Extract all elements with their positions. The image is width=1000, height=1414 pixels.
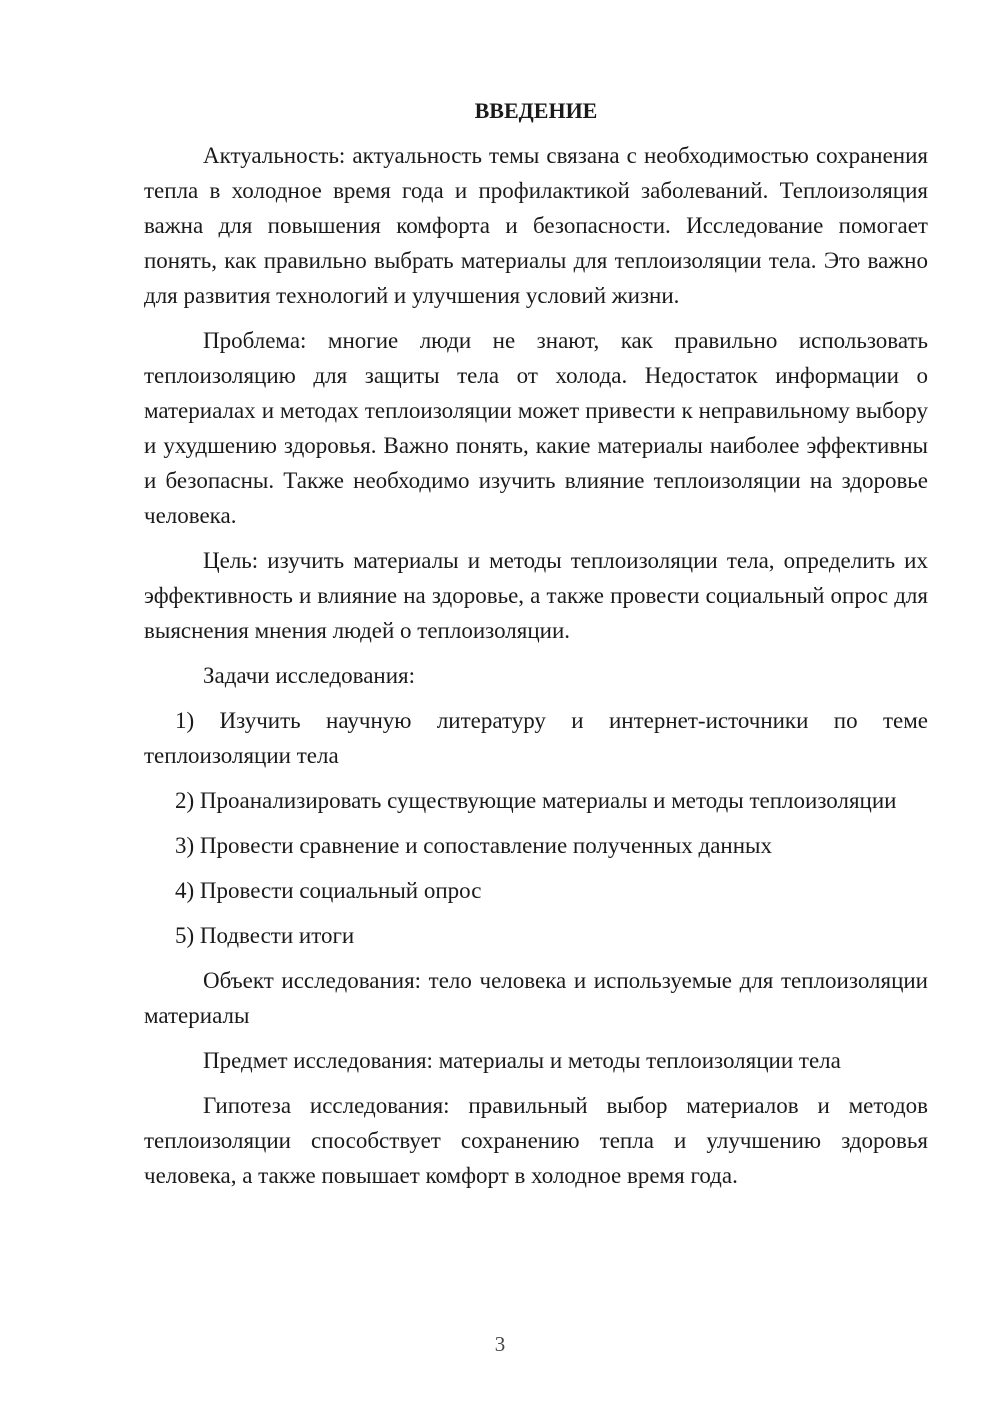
problem-paragraph: Проблема: многие люди не знают, как правильно использовать теплоизоляцию для защиты тела от холода. Недостаток информации о материалах и методах теплоизоляции может привести к неправильному выбору и ухудшению здоровья. Важно понять, какие материалы наиболее эффективны и безопасны. Также необходимо изучить влияние теплоизоляции на здоровье человека. bbox=[144, 328, 928, 528]
task-item: 5) Подвести итоги bbox=[175, 923, 355, 948]
tasks-heading: Задачи исследования: bbox=[203, 663, 416, 688]
page-content bbox=[144, 96, 928, 1203]
task-item: 1) Изучить научную литературу и интернет-источники по теме теплоизоляции тела bbox=[144, 708, 928, 768]
task-item: 3) Провести сравнение и сопоставление полученных данных bbox=[175, 833, 772, 858]
task-item: 4) Провести социальный опрос bbox=[175, 878, 482, 903]
task-item: 2) Проанализировать существующие материалы и методы теплоизоляции bbox=[175, 788, 897, 813]
page-number: 3 bbox=[494, 1332, 506, 1356]
subject-paragraph: Предмет исследования: материалы и методы теплоизоляции тела bbox=[203, 1048, 841, 1073]
relevance-paragraph: Актуальность: актуальность темы связана с необходимостью сохранения тепла в холодное время года и профилактикой заболеваний. Теплоизоляция важна для повышения комфорта и безопасности. Исследование помогает понять, как правильно выбрать материалы для теплоизоляции тела. Это важно для развития технологий и улучшения условий жизни. bbox=[144, 143, 928, 308]
goal-paragraph: Цель: изучить материалы и методы теплоизоляции тела, определить их эффективность и влияние на здоровье, а также провести социальный опрос для выяснения мнения людей о теплоизоляции. bbox=[144, 548, 928, 643]
hypothesis-paragraph: Гипотеза исследования: правильный выбор материалов и методов теплоизоляции способствует сохранению тепла и улучшению здоровья человека, а также повышает комфорт в холодное время года. bbox=[144, 1093, 928, 1188]
page-title: ВВЕДЕНИЕ bbox=[474, 98, 598, 123]
object-paragraph: Объект исследования: тело человека и используемые для теплоизоляции материалы bbox=[144, 968, 928, 1028]
